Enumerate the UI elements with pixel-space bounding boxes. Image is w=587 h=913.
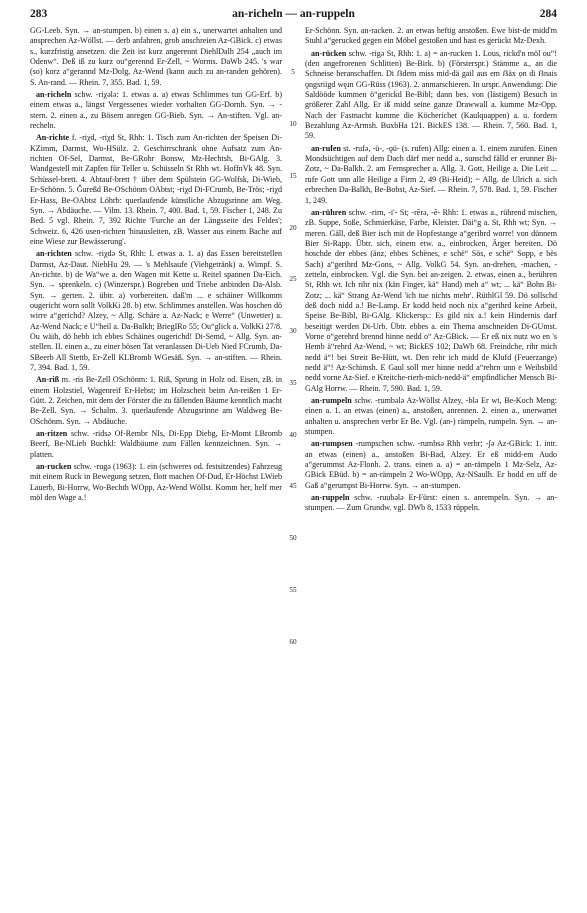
- entry-headword: an-ritzen: [36, 429, 68, 439]
- entry-headword: An-riß: [36, 375, 60, 385]
- entry-text: schw. -rugə (1963): 1. ein (schweres od. festsitzendes) Fahrzeug mit einem Ruck in Bewegung setzen, flott machen Of-Dud, Er-Höchst LWieb Lauerb, Bi-Horrw, Wo-Bechth WOpp, Az-Wend Wöllst. Komm her, helf mer möl den Wage a.!: [30, 462, 282, 503]
- line-number: 50: [289, 534, 297, 543]
- entry-text: f. -riχd, -riχd St, Rhh: 1. Tisch zum An-richten der Speisen Di-KZimm, Darmst, Wo-HSülz. 2. Geschirrschrank ohne Aufsatz zum An-richten Of-Sel, Darmst, Be-GRohr Bonsw, Mz-Hechtsh, Bi-GAlg. 3. Wandgestell mit Zapfen für Teller u. Schüsseln St Rhh wt. HoffnVk 48. Syn. Schüssel-brett. 4. Abtauf-brett † über dem Spülstein GG-Wolfsk, Di-Wieb, Er-Schönn. 5. Ǧureßd Be-OSchönm OAbtst; -riχd Di-FCrumb, Be-Trös; -riχd Er-Hass, Be-OAbtst Löhrb: querlaufende künstliche Abzugsrinne am Weg. Syn. → Abdäuche. — Vilm. 13. Rhein. 7, 400. Bad. 1, 59. Fischer 1, 248. Zu Bed. 5 vgl. Rhein. 7, 392 Richte 'Furche an der Längsseite des Feldes'; Schweiz. 6, 426 usen-richten 'hinausleiten, zB. Wasser aus einem Bache auf eine Wiese zur Bewässerung'.: [30, 133, 282, 246]
- running-head: an-richeln — an-ruppeln: [232, 8, 355, 20]
- dictionary-entry: [30, 90, 282, 131]
- entry-text: schw. -rirn, -i'- St; -rērə, -ẽ- Rhh: 1. etwas a., rührend mischen, zB. Suppe, Soße, Schmierkäse, Farbe, Kleister. Däi“g a. St, Rhh wt; Syn. → meren. Gäll, deß Bier isch mit de Hopfestange a“gerihrd worre! von dünnem Bier Si-Rapp. Übtr. sich, einem etw. a., einbrocken, Ärger bereiten. Dö hoschde der ebbes (änz, ebbes Schënes, e schë“ Sös, e schë“ Sopp, e bës Sach) a“gerihrd Mz-Gons, ~ Allg. VolkG 54. Syn. an-drehen, -machen, -zetteln, einbrocken. Vgl. die Syn. bei an-zeigen. 2. etwas, einen a., berühren St, Rhh wt. Ich rihr nix (kän Finger, kä“ Hand) meh a“ wt; ... kä“ Bohn Bi-Zotz; ... kä“ Strang Az-Wend 'ich tue nichts mehr'. RüthlGl 59. Dö sollschd deß doch nidd a.! Be-Lamp. Er kodd heid noch nix a“gerihrd keine Arbeit, Speise Be-Bibl, Bi-GAlg. Klickersp.: Es gild nix a.! kein Hindernis darf beseitigt werden Di-Urb. Übtr. ebbes a. ein Thema anschneiden Di-GUmst. Vorne o“gerehrd brennd hinne nedd o“ Az-GBick. — Er eß nix nutz wo en 's Hemb ä“rehrd Az-Wend, ~ wt; BickES 102; DaWb 68. Freindche, rihr mich nedd ä“! bei Streit Be-Hütt, wt. Den rehr ich midd de Klufd (Feuerzange) nedd ä“! Az-Schimsh. E Gaul soll mer hinne nedd a“rehrn unn e Weibsbild nedd vorne Az-Sief. e Kreitche-rierh-mich-nedd-ä“ empfindlicher Mensch Bi-GAlg Horrw. — Rhein. 7, 590. Bad. 1, 59.: [305, 207, 557, 393]
- entry-text: -rumpschen schw. -rumbsə Rhh verbr; -ʃə Az-GBick: 1. intr. an etwas (einen) a., anstoßen Bi-Bad, Alzey. Er eß midd-em Audo a“gerummst Az-Flonh. 2. trans. einen a. a) = an-rämpeln 1 Mz-Selz, Az-GBick EBüd. b) = an-rämpeln 2 Wo-WOpp, Az-NSaulh. Er hodd en uff de Gaß a“gerumpst Bi-Horrw. Syn. → an-stumpen.: [305, 439, 557, 490]
- line-number: 45: [289, 482, 297, 491]
- entry-text: Er-Schönn. Syn. an-racken. 2. an etwas heftig anstoßen. Ewe bist-de midd'm Stuhl a“gerucked gegen ein Möbel gestoßen und hast es gerückt Mz-Dexh.: [305, 26, 557, 46]
- line-number: 20: [289, 223, 297, 232]
- line-number: 5: [291, 68, 295, 77]
- dictionary-entry: [30, 429, 282, 460]
- entry-headword: an-rucken: [36, 462, 72, 472]
- line-number: 35: [289, 378, 297, 387]
- entry-text: schw. -rumbələ Az-Wöllst Alzey, -blə Er wt, Be-Koch Meng: einen a. 1. an etwas (einen) a., anstoßen, anrennen. 2. einen a., unerwartet anhalten u. ansprechen verbr Er Be. Vgl. (an-) rämpeln, rumpeln. Syn. → an-stumpen.: [305, 396, 557, 437]
- line-number: 40: [289, 430, 297, 439]
- entry-text: m. -ris Be-Zell OSchönm: 1. Riß, Sprung in Holz od. Eisen, zB. in einem Holzstiel, Wagenreif Er-Hebst; im Holzscheit beim An-reißen 1 Er-Gütt. 2. Zeichen, mit dem der Förster die zu fällenden Bäume kenntlich macht Be-Zell. Syn. → Schalm. 3. querlaufende Abzugsrinne am Waldweg Be-OSchönm. Syn. → Abdäuche.: [30, 375, 282, 426]
- entry-headword: an-rücken: [311, 48, 347, 58]
- line-number: 10: [289, 120, 297, 129]
- line-number: 25: [289, 275, 297, 284]
- dictionary-entry: [305, 144, 557, 206]
- entry-headword: an-rumpeln: [311, 396, 352, 406]
- page-number-left: 283: [30, 8, 48, 20]
- entry-headword: an-rumpsen: [311, 439, 353, 449]
- entry-headword: an-richten: [36, 249, 72, 259]
- entry-headword: an-rühren: [311, 207, 347, 217]
- dictionary-entry: [305, 26, 557, 47]
- dictionary-entry: [305, 49, 557, 142]
- left-column: [30, 26, 282, 906]
- line-number: 55: [289, 585, 297, 594]
- entry-text: schw. -rigə St, Rhh: 1. a) = an-rucken 1. Lous, rickd'n möl ou“! (den angefrorenen Schlitten) Be-Birk. b) (Försterspr.) Stämme a., an die Schneise heranschaffen. Di ẞdem miss mid-dä gail aus em ẞäx ọn di ẞnais ǫngsriigd węɹn GG-Rüss (1963). 2. anmarschieren. In urspr. Anwendung: Die Saldööde kummen ö“gerickd Be-Bibl; dann bes. von (lästigem) Besuch in größerer Zahl Allg. Er iß midd seine ganze Drawwall a. kumme Mz-Opp. Nach der Fastnacht kumme die Köcherichet (Kaulquappen) a. u. fordern Bezahlung Az-Armsh. BuxbHa 121. BickES 138. — Rhein. 7, 560. Bad. 1, 59.: [305, 48, 557, 141]
- right-column: [305, 26, 557, 906]
- entry-text: schw. -ruubələ Er-Fürst: einen s. anrempeln. Syn. → an-stumpen. — Zum Grundw. vgl. DWb 8, 1533 rüppeln.: [305, 493, 557, 513]
- page-number-right: 284: [539, 8, 557, 20]
- entry-text: schw. -riχdə St, Rhh: I. etwas a. 1. a) das Essen bereitstellen Darmst, Az-Daut. NiebHu 29. — 's Mehlsaufe (Viehgetränk) a. Wimpf. S. An-richte. b) de Wa“we a. den Wagen mit Kette u. Reitel spannen Da-Eich. Syn. → sprenkeln. c) (Winzerspr.) Bogreben und Triebe anbinden Da-Alsb. Syn. → gerten. 2. übtr. a) vorbereiten. daß'm ... e schäiner Willkomm ougericht worn sollt VolkKi 28. b) etw. Schlimmes anstellen. Was hoschen dö wirre a“gerichd? Alzey, ~ Allg. Schäre a. Az-Nack; e Werre“ (Unwetter) a. Az-Wend Nack; e U“heil a. Da-Balkh; BriegIRo 55; Ou“glick a. VolkKi 27/8. Ou wäih, dö hebb ich ebbes Schäines ougerichd! Di-Semd, ~ Allg. Syn. an-stellen. II. einen a., zu einer bösen Tat veranlassen Di-Ueb Nied FCrumb, Da-SBeerb All Stettb, Er-Zell KLBromb WGesäß. Syn. → an-stiften. — Rhein. 7, 394. Bad. 1, 59.: [30, 249, 282, 372]
- dictionary-entry: [305, 439, 557, 491]
- line-number-margin: [284, 26, 302, 906]
- entry-text: GG-Leeb. Syn. → an-stumpen. b) einen s. a) ein s., unerwartet anhalten und ansprechen Az-Wöllst. — derb anfahren, grob anschreien Az-GBick. c) etwas s., kurzfristig ansetzen. die Zeit ist kurz angerennt DiehlDalh 254 „auch im Odenw“. Deß iß zu kurz ou“gerennd Er-Zell, ~ Worms. DaWb 245. 's war (so) korz a“gerannd Mz-Dolg, Az-Wend (kann auch zu an-randen gehören). S. An-rand. — Rhein. 7, 355. Bad. 1, 59.: [30, 26, 282, 87]
- entry-text: st. -rufə, -ü-, -ǫü- (s. rufen) Allg: einen a. 1. einem zurufen. Einen Mondsüchtigen auf dem Dach därf mer nedd a., sunschd fälld er erunner Bi-Zotz, ~ Da-Balkh. 2. am Fernsprecher a. Allg. 3. Gott, Heilige a. Die Leit ... rufe Gott unn alle Heilige a Firm 2, 49 (Bi-Heid); ~ Allg. de Ulrich a. sich erbrechen Da-Balkh, Be-Bobst, Az-Sief. — Rhein. 7, 578. Bad. 1, 59. Fischer 1, 249.: [305, 143, 557, 205]
- dictionary-entry: [30, 462, 282, 503]
- dictionary-entry: [305, 396, 557, 437]
- line-number: 60: [289, 637, 297, 646]
- entry-headword: an-rufen: [311, 143, 341, 153]
- dictionary-entry: [30, 375, 282, 427]
- line-number: 30: [289, 327, 297, 336]
- dictionary-entry: [30, 133, 282, 247]
- entry-headword: an-ruppeln: [311, 493, 350, 503]
- dictionary-entry: [30, 249, 282, 373]
- dictionary-entry: [30, 26, 282, 88]
- entry-headword: an-richeln: [36, 90, 72, 100]
- dictionary-entry: [305, 493, 557, 514]
- entry-text: schw. -ridsə Of-Rembr NIs, Di-Epp Diebg, Er-Momt LBromb Beerf, Be-NLieb Buchkl: Waldbäume zum Fällen kennzeichnen. Syn. → platten.: [30, 429, 282, 459]
- dictionary-entry: [305, 208, 557, 394]
- entry-headword: An-richte: [36, 133, 70, 143]
- entry-text: schw. -riχələ: 1. etwas a. a) etwas Schlimmes tun GG-Erf. b) einem etwas a., längst Vergessenes wieder vorhalten GG-Dornh. Syn. → -stern. 2. einen a., zu Bösem anregen GG-Bieb. Syn. → An-stiften. Vgl. an-recheln.: [30, 90, 282, 131]
- line-number: 15: [289, 171, 297, 180]
